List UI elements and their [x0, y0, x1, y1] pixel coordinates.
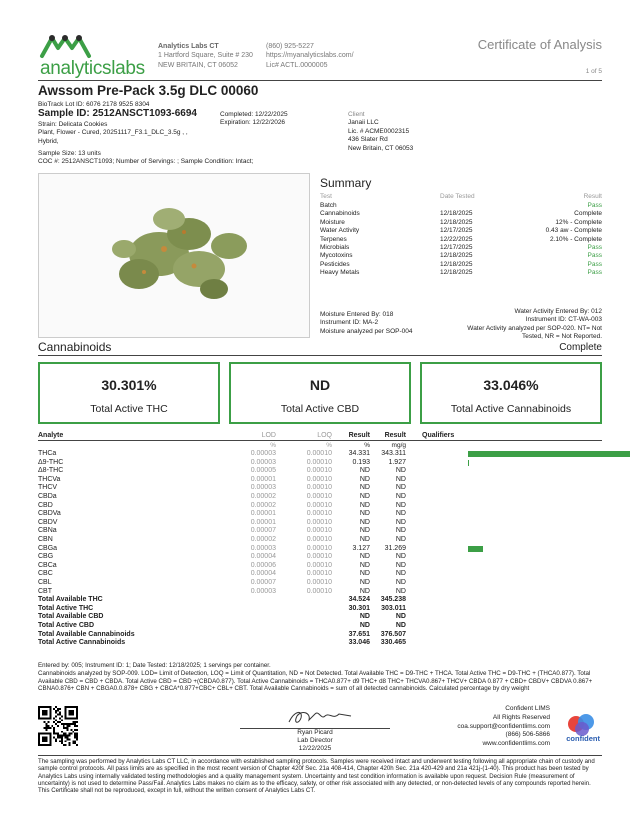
notes-line2: Cannabinoids analyzed by SOP-009. LOD= Limit of Detection, LOQ = Limit of Quantitation, ND = Not Detected. Total Available THC = D9-THC + THCA. Total Active THC = D9-THC + (THCA0.877). Total Available CBD = CBD + CBDA. Total Active CBD = CBD +(CBDA0.877). Total Active Cannabinoids = THCA0.877+ d9 THC+ d8 THC+ THCVA0.867+ THCV+ CBDA 0.877 + CBD+ CBDV+ CBDVA 0.867+ CBNA0.876+ CBN + CBGA0.0.878+ CBG + CBCA*0.877+CBC+ CBL+ CBT. Total Available Cannabinoids = sum of all detected cannabinoids. Calculated percentage by dry weight: [38, 669, 593, 693]
coc-line: COC #: 2512ANSCT1093; Number of Servings: ; Sample Condition: Intact;: [38, 158, 254, 166]
table-row: [38, 450, 602, 459]
kpi-label: Total Active THC: [90, 403, 168, 416]
summary-row: [320, 202, 602, 210]
cell-r2: ND: [395, 570, 406, 578]
result-bar: [468, 460, 469, 466]
cell-r2: 31.269: [384, 544, 406, 552]
summary-row: [320, 236, 602, 244]
cell-r2: 330.465: [380, 639, 406, 647]
total-row: [38, 596, 602, 605]
cell-r1: ND: [359, 561, 370, 569]
cell-loq: 0.00010: [306, 587, 332, 595]
lims-rights: All Rights Reserved: [492, 713, 550, 721]
water-sop: Water Activity analyzed per SOP-020. NT= Not: [467, 324, 602, 332]
cell-loq: 0.00010: [306, 458, 332, 466]
total-row: [38, 639, 602, 648]
cell-r1: 37.651: [348, 630, 370, 638]
table-row: [38, 484, 602, 493]
cell-analyte: CBCa: [38, 561, 57, 569]
cell-lod: 0.00004: [250, 553, 276, 561]
qr-code-icon[interactable]: [38, 706, 78, 746]
cell-r2: ND: [395, 553, 406, 561]
cell-r1: 30.301: [348, 604, 370, 612]
cell-analyte: CBT: [38, 587, 52, 595]
cell-r2: ND: [395, 587, 406, 595]
cell-r2: 345.238: [380, 596, 406, 604]
lims-email[interactable]: coa.support@confidentlims.com: [457, 722, 550, 730]
lab-address2: NEW BRITAIN, CT 06052: [158, 61, 238, 69]
cell-r2: 1.927: [388, 458, 406, 466]
cell-analyte: CBDVa: [38, 510, 61, 518]
cell-r1: ND: [359, 570, 370, 578]
cell-analyte: CBNa: [38, 527, 57, 535]
summary-date: 12/22/2025: [440, 235, 473, 243]
cell-lod: 0.00007: [250, 527, 276, 535]
cannabinoids-status: Complete: [559, 342, 602, 353]
summary-date: 12/17/2025: [440, 244, 473, 251]
summary-test: Cannabinoids: [320, 210, 360, 218]
cell-loq: 0.00010: [306, 579, 332, 586]
cell-r1: 34.331: [348, 450, 370, 457]
kpi-value: 33.046%: [483, 377, 539, 393]
cell-r2: ND: [395, 510, 406, 518]
cell-analyte: Total Active CBD: [38, 622, 95, 629]
hdr-qualifiers: Qualifiers: [422, 432, 455, 439]
product-name: Awssom Pre-Pack 3.5g DLC 00060: [38, 83, 259, 98]
table-row: [38, 459, 602, 468]
table-row: [38, 476, 602, 485]
sign-date: 12/22/2025: [298, 745, 332, 753]
client-address2: New Britain, CT 06053: [348, 144, 414, 152]
cell-r1: 34.524: [348, 596, 370, 604]
lims-website[interactable]: www.confidentlims.com: [482, 740, 550, 748]
table-row: [38, 510, 602, 519]
client-label: Client: [348, 111, 365, 118]
kpi-label: Total Active Cannabinoids: [450, 403, 572, 416]
lab-license: Lic# ACTL.0000005: [266, 61, 328, 69]
cell-r2: ND: [395, 622, 406, 629]
cell-analyte: THCVa: [38, 475, 61, 483]
lab-name: Analytics Labs CT: [158, 43, 219, 50]
total-row: [38, 631, 602, 640]
unit-result-pct: %: [364, 442, 370, 449]
hdr-analyte: Analyte: [38, 432, 64, 439]
cannabinoid-notes: [38, 662, 602, 693]
cell-analyte: THCa: [38, 450, 57, 457]
result-bar: [468, 546, 483, 552]
client-address1: 436 Slater Rd: [348, 136, 388, 144]
cell-loq: 0.00010: [306, 553, 332, 561]
sample-size-block: [38, 150, 253, 167]
summary-date: 12/18/2025: [440, 218, 473, 226]
water-activity-info: [467, 308, 602, 342]
table-row: [38, 467, 602, 476]
cell-analyte: CBC: [38, 570, 53, 578]
summary-row: [320, 252, 602, 260]
cell-r2: ND: [395, 484, 406, 492]
kpi-value: ND: [309, 377, 331, 393]
footer-divider: [38, 755, 602, 756]
summary-test: Mycotoxins: [320, 252, 353, 260]
table-row: [38, 579, 602, 588]
cell-r1: ND: [359, 527, 370, 535]
document-title: Certificate of Analysis: [477, 37, 602, 52]
cell-loq: 0.00010: [306, 570, 332, 578]
cell-analyte: Total Available Cannabinoids: [38, 630, 135, 638]
summary-result: Complete: [574, 210, 602, 218]
cell-analyte: Total Active THC: [38, 604, 94, 612]
cell-r2: ND: [395, 493, 406, 500]
brand-wordmark: analyticslabs: [40, 58, 145, 79]
cell-r1: ND: [359, 553, 370, 561]
cell-lod: 0.00001: [250, 518, 276, 526]
kpi-total-active-cannabinoids: [420, 362, 602, 424]
moisture-instrument: Instrument ID: MA-2: [320, 319, 379, 327]
signature-image: [285, 706, 355, 728]
client-name: Janaii LLC: [348, 119, 379, 127]
cell-r2: ND: [395, 536, 406, 543]
summary-result: Pass: [587, 269, 602, 277]
cell-r1: ND: [359, 536, 370, 543]
cell-loq: 0.00010: [306, 527, 332, 535]
cell-r1: ND: [359, 467, 370, 475]
cell-analyte: CBDa: [38, 493, 57, 500]
signer-name: Ryan Picard: [297, 729, 333, 736]
cell-r2: ND: [395, 561, 406, 569]
cell-r1: ND: [359, 518, 370, 526]
signer-block: [240, 729, 390, 753]
kpi-value: 30.301%: [101, 377, 157, 393]
cell-analyte: CBN: [38, 536, 53, 543]
cell-r2: ND: [395, 527, 406, 535]
cell-analyte: Δ9-THC: [38, 458, 64, 466]
cell-loq: 0.00010: [306, 467, 332, 475]
cell-r2: ND: [395, 475, 406, 483]
expiration-date: Expiration: 12/22/2026: [220, 119, 286, 127]
summary-test: Microbials: [320, 244, 350, 251]
notes-line1: Entered by: 005; Instrument ID: 1; Date Tested: 12/18/2025; 1 servings per container.: [38, 662, 271, 669]
summary-row: [320, 227, 602, 235]
summary-test: Pesticides: [320, 260, 350, 268]
summary-date: 12/18/2025: [440, 260, 473, 268]
cell-lod: 0.00005: [250, 467, 276, 475]
cannabinoids-divider: [38, 355, 602, 356]
cell-lod: 0.00001: [250, 510, 276, 518]
cell-r1: ND: [359, 493, 370, 500]
cell-loq: 0.00010: [306, 484, 332, 492]
cell-lod: 0.00003: [250, 458, 276, 466]
cell-lod: 0.00003: [250, 587, 276, 595]
summary-test: Batch: [320, 202, 337, 209]
lab-address-block: [158, 42, 253, 70]
signer-title: Lab Director: [297, 737, 333, 745]
cell-r2: ND: [395, 613, 406, 621]
cell-loq: 0.00010: [306, 493, 332, 500]
cell-r1: 3.127: [352, 544, 370, 552]
summary-test: Water Activity: [320, 227, 360, 235]
cell-lod: 0.00003: [250, 484, 276, 492]
sample-id: Sample ID: 2512ANSCT1093-6694: [38, 108, 197, 119]
kpi-total-active-cbd: [229, 362, 411, 424]
cell-r2: ND: [395, 467, 406, 475]
cell-loq: 0.00010: [306, 475, 332, 483]
cell-analyte: THCV: [38, 484, 58, 492]
summary-result: 12% - Complete: [555, 218, 602, 226]
lab-address1: 1 Hartford Square, Suite # 230: [158, 52, 253, 60]
cell-r2: 343.311: [381, 450, 406, 457]
cannabinoids-title: Cannabinoids: [38, 340, 112, 354]
cell-r1: ND: [359, 613, 370, 621]
unit-result-mg: mg/g: [391, 442, 406, 449]
summary-date: 12/18/2025: [440, 210, 473, 218]
moisture-entered: Moisture Entered By: 018: [320, 311, 394, 318]
summary-test: Heavy Metals: [320, 269, 360, 277]
cell-analyte: CBG: [38, 553, 54, 561]
client-block: [348, 111, 413, 153]
cell-loq: 0.00010: [306, 536, 332, 543]
summary-hdr-date: Date Tested: [440, 193, 475, 200]
summary-test: Terpenes: [320, 235, 347, 243]
water-entered: Water Activity Entered By: 012: [514, 308, 602, 315]
summary-hdr-result: Result: [583, 193, 602, 200]
cell-loq: 0.00010: [306, 501, 332, 509]
cannabinoid-table-units: [38, 442, 602, 450]
table-row: [38, 502, 602, 511]
cell-lod: 0.00007: [250, 579, 276, 586]
page-number: 1 of 5: [585, 68, 602, 75]
summary-row: [320, 261, 602, 269]
sample-size: Sample Size: 13 units: [38, 150, 101, 157]
summary-row: [320, 210, 602, 218]
cell-analyte: CBDV: [38, 518, 58, 526]
table-row: [38, 527, 602, 536]
cell-lod: 0.00002: [250, 501, 276, 509]
client-license: Lic. # ACME0002315: [348, 127, 410, 135]
summary-row: [320, 269, 602, 277]
strain-block: [38, 121, 218, 146]
moisture-info: [320, 311, 413, 336]
cell-analyte: CBGa: [38, 544, 58, 552]
cell-loq: 0.00010: [306, 544, 332, 552]
table-row: [38, 536, 602, 545]
cannabinoid-table-header: [38, 432, 602, 441]
disclaimer-text: The sampling was performed by Analytics Labs CT LLC, in accordance with established sampling protocols. Samples were received intact and underwent testing following all appropriate chain of custody and sample control protocols. All pass limits are as specified in the most recent version of Chapter 420f Sec. 21a 408-414, Chapter 420h Sec. 21a 420-429 and 21a 421j-(1-40). This product has been tested by Analytics Labs using internally validated testing methodologies and a quality management system. Uncertainty and test condition information is available upon request. Decision Rule (measurement of uncertainty) is not used to determine Pass/Fail. Analytics Labs makes no claim as to the efficacy, safety, or other risk associated with any detected, or non-detected levels of any compounds reported herein. This Certificate shall not be reproduced, except in full, without the written consent of Analytics Labs CT.: [38, 758, 595, 795]
summary-result: Pass: [587, 244, 602, 251]
cell-r1: ND: [359, 622, 370, 629]
summary-date: 12/17/2025: [440, 227, 473, 235]
cell-analyte: CBD: [38, 501, 53, 509]
table-row: [38, 519, 602, 528]
product-hybrid: Hybrid,: [38, 137, 59, 145]
summary-date: 12/18/2025: [440, 252, 473, 260]
cell-lod: 0.00001: [250, 475, 276, 483]
total-row: [38, 605, 602, 614]
dates-block: [220, 111, 288, 128]
cell-loq: 0.00010: [306, 510, 332, 518]
cell-analyte: Total Available THC: [38, 596, 103, 604]
cell-loq: 0.00010: [306, 518, 332, 526]
summary-result: 2.10% - Complete: [549, 235, 602, 243]
cell-lod: 0.00003: [250, 450, 276, 457]
cell-r1: ND: [359, 475, 370, 483]
hdr-result-pct: Result: [348, 432, 370, 439]
cannabis-bud-image: [112, 208, 247, 299]
table-row: [38, 570, 602, 579]
hdr-lod: LOD: [261, 432, 276, 439]
unit-loq: %: [326, 442, 332, 449]
cell-lod: 0.00006: [250, 561, 276, 569]
kpi-total-active-thc: [38, 362, 220, 424]
total-row: [38, 622, 602, 631]
lims-phone: (866) 506-5866: [505, 731, 550, 739]
cell-r1: ND: [359, 510, 370, 518]
cell-analyte: Δ8-THC: [38, 467, 64, 475]
lot-id: BioTrack Lot ID: 6076 2178 9525 8304: [38, 101, 150, 108]
unit-lod: %: [270, 442, 276, 449]
kpi-label: Total Active CBD: [280, 403, 360, 416]
cell-r1: 33.046: [348, 639, 370, 647]
lims-name: Confident LIMS: [505, 705, 550, 712]
lims-block: [457, 705, 550, 749]
summary-result: Pass: [587, 252, 602, 260]
cell-lod: 0.00003: [250, 544, 276, 552]
moisture-sop: Moisture analyzed per SOP-004: [320, 327, 413, 335]
header-divider: [38, 80, 602, 81]
cell-r2: 303.011: [381, 604, 406, 612]
confident-wordmark: confident: [566, 734, 600, 743]
cell-analyte: CBL: [38, 579, 52, 586]
summary-result: Pass: [587, 260, 602, 268]
table-row: [38, 545, 602, 554]
cell-loq: 0.00010: [306, 450, 332, 457]
summary-hdr-test: Test: [320, 193, 332, 200]
strain: Strain: Delicata Cookies: [38, 121, 108, 128]
lab-contact-block: [266, 42, 354, 70]
cell-lod: 0.00004: [250, 570, 276, 578]
summary-result: Pass: [587, 202, 602, 209]
lab-website[interactable]: https://myanalyticslabs.com/: [266, 52, 354, 60]
lab-phone: (860) 925-5227: [266, 43, 314, 50]
cell-r1: ND: [359, 484, 370, 492]
summary-test: Moisture: [320, 218, 345, 226]
cell-lod: 0.00002: [250, 493, 276, 500]
cell-r2: ND: [395, 579, 406, 586]
table-row: [38, 493, 602, 502]
cell-r1: ND: [359, 501, 370, 509]
result-bar: [468, 451, 630, 457]
summary-row: [320, 219, 602, 227]
summary-result: 0.43 aw - Complete: [545, 227, 602, 235]
cell-r1: ND: [359, 579, 370, 586]
cell-loq: 0.00010: [306, 561, 332, 569]
table-row: [38, 562, 602, 571]
product-photo: [38, 173, 310, 338]
hdr-result-mg: Result: [384, 432, 406, 439]
cell-r2: ND: [395, 501, 406, 509]
cell-r1: 0.193: [352, 458, 370, 466]
cell-analyte: Total Available CBD: [38, 613, 104, 621]
product-type: Plant, Flower - Cured, 20251117_F3.1_DLC_3.5g , ,: [38, 129, 188, 137]
summary-date: 12/18/2025: [440, 269, 473, 277]
hdr-loq: LOQ: [317, 432, 332, 439]
cell-r2: ND: [395, 518, 406, 526]
cell-r2: 376.507: [380, 630, 406, 638]
water-sop2: Tested, NR = Not Reported.: [521, 333, 602, 341]
water-instrument: Instrument ID: CT-WA-003: [525, 316, 602, 324]
completed-date: Completed: 12/22/2025: [220, 111, 288, 118]
summary-title: Summary: [320, 176, 372, 190]
table-row: [38, 588, 602, 597]
total-row: [38, 613, 602, 622]
cell-r1: ND: [359, 587, 370, 595]
cell-analyte: Total Active Cannabinoids: [38, 639, 126, 647]
table-row: [38, 553, 602, 562]
summary-row: [320, 244, 602, 252]
cell-lod: 0.00002: [250, 536, 276, 543]
